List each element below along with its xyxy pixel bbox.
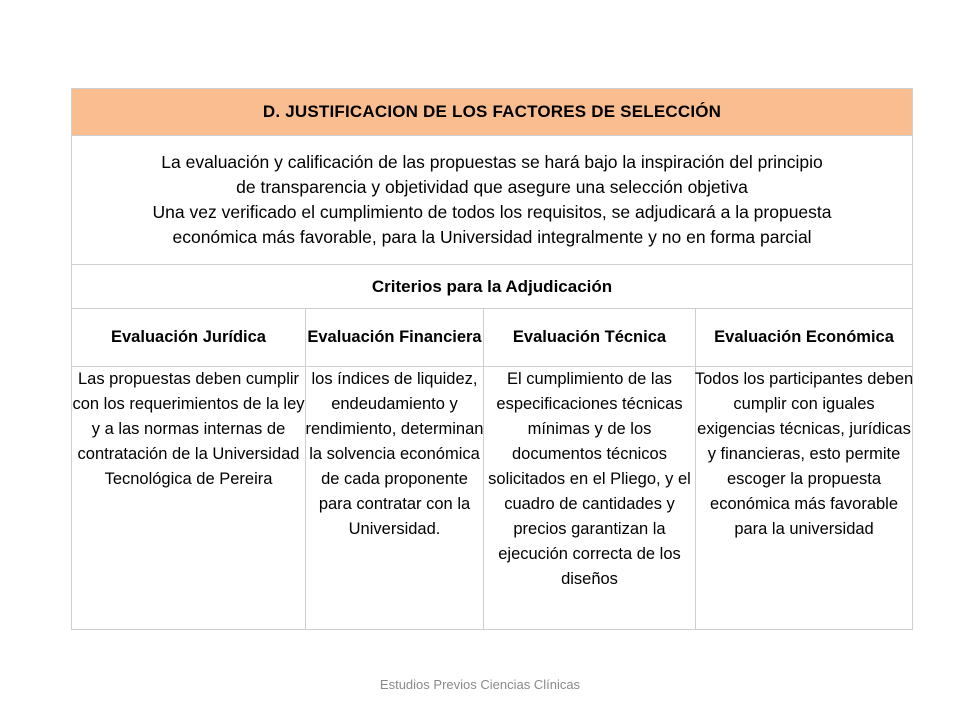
column-body-financiera (306, 367, 484, 630)
column-heading-tecnica: Evaluación Técnica (484, 309, 696, 367)
column-heading-juridica: Evaluación Jurídica (72, 309, 306, 367)
column-heading-economica: Evaluación Económica (696, 309, 913, 367)
column-body-juridica (72, 367, 306, 630)
intro-text (72, 136, 913, 265)
column-body-text: El cumplimiento de las especificaciones técnicas mínimas y de los documentos técnicos solicitados en el Pliego, y el cuadro de cantidades y precios garantizan la ejecución correcta de los diseños (488, 370, 691, 588)
column-body-economica (696, 367, 913, 630)
intro-line: La evaluación y calificación de las propuestas se hará bajo la inspiración del principio (161, 152, 823, 172)
column-body-text: Todos los participantes deben cumplir con iguales exigencias técnicas, jurídicas y financieras, esto permite escoger la propuesta económica más favorable para la universidad (694, 370, 914, 538)
column-body-text: los índices de liquidez, endeudamiento y rendimiento, determinan la solvencia económica de cada proponente para contratar con la Universidad. (305, 370, 484, 538)
column-heading-financiera: Evaluación Financiera (306, 309, 484, 367)
slide-footer: Estudios Previos Ciencias Clínicas (379, 677, 581, 692)
selection-factors-table (71, 88, 913, 630)
intro-line: económica más favorable, para la Universidad integralmente y no en forma parcial (172, 227, 812, 247)
intro-line: de transparencia y objetividad que asegure una selección objetiva (236, 177, 748, 197)
criteria-title: Criterios para la Adjudicación (72, 265, 913, 309)
table-header: D. JUSTIFICACION DE LOS FACTORES DE SELECCIÓN (72, 89, 913, 136)
intro-line: Una vez verificado el cumplimiento de todos los requisitos, se adjudicará a la propuesta (152, 202, 832, 222)
column-body-text: Las propuestas deben cumplir con los requerimientos de la ley y a las normas internas de contratación de la Universidad Tecnológica de Pereira (72, 370, 305, 488)
column-body-tecnica (484, 367, 696, 630)
